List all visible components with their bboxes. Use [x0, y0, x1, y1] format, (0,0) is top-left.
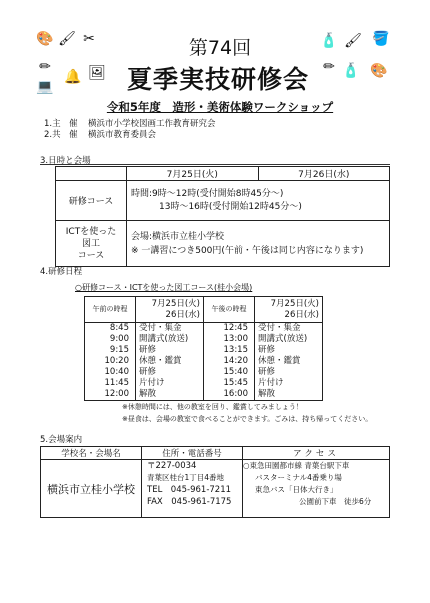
section-heading: 5.会場案内	[40, 435, 83, 445]
venue-header: アクセス	[243, 447, 390, 460]
am-time: 10:40	[104, 367, 129, 377]
am-time: 12:00	[104, 389, 129, 399]
venue-access-line: 公園前下車 徒歩6分	[299, 497, 372, 506]
program-subheading: ○研修コース・ICTを使った図工コース(桂小会場)	[75, 283, 253, 292]
am-time: 9:15	[109, 345, 129, 355]
section-heading: 3.日時と会場	[40, 156, 91, 166]
section-rule	[40, 164, 390, 165]
date-header: 7月25日(火)	[127, 167, 259, 181]
pm-time: 15:40	[223, 367, 248, 377]
paint-bucket-icon: 🪣	[372, 31, 390, 47]
paint-tube-icon: 🧴	[320, 33, 338, 49]
sponsor-list	[44, 119, 216, 141]
venue-address-line: 〒227-0034	[147, 461, 197, 471]
am-time: 8:45	[109, 323, 129, 333]
pencil-icon: ✏	[323, 59, 335, 75]
venue-address-line: 青葉区桂台1丁目4番地	[147, 473, 225, 482]
am-item: 研修	[139, 345, 157, 355]
pm-time: 12:45	[223, 323, 248, 333]
venue-address-line: TEL 045-961-7211	[147, 485, 232, 495]
scissors-icon: ✂	[83, 31, 95, 47]
venue-table	[40, 446, 390, 518]
pm-item: 開講式(放送)	[258, 334, 308, 344]
computer-icon: 💻	[36, 79, 54, 95]
pm-time: 13:00	[223, 334, 248, 344]
sponsor-row: 2.共 催 横浜市教育委員会	[44, 130, 157, 140]
am-item: 受付・集金	[139, 323, 182, 333]
pm-time: 13:15	[223, 345, 248, 355]
course-name: ICTを使った 図工 コース	[56, 221, 127, 267]
am-header: 午前の時程	[85, 297, 136, 323]
frame-icon: 🖼	[88, 65, 106, 81]
pm-item: 受付・集金	[258, 323, 301, 333]
pm-header: 午後の時程	[204, 297, 255, 323]
page-title: 夏季実技研修会	[126, 65, 309, 94]
venue-header: 住所・電話番号	[142, 447, 243, 460]
course-name: 研修コース	[56, 181, 127, 221]
pm-item: 休憩・鑑賞	[258, 356, 301, 366]
pm-time: 15:45	[223, 378, 248, 388]
pm-item: 片付け	[258, 378, 284, 388]
program-note: ※休憩時間には、他の教室を回り、鑑賞してみましょう！	[122, 403, 303, 411]
brush-set-icon: 🖌	[344, 33, 362, 49]
am-time: 9:00	[109, 334, 129, 344]
pm-item: 研修	[258, 345, 276, 355]
edition: 第74回	[188, 37, 252, 59]
section-heading: 4.研修日程	[40, 267, 83, 277]
am-item: 研修	[139, 367, 157, 377]
program-table: 午前の時程 7月25日(火) 26日(水) 午後の時程 7月25日(火) 26日(水) 8:45 9:00 9:15 10:20 10:40 11:45 12:00 受付・集金 開講式(放送) 研修 休憩・鑑賞 研修 片付け 解散 12:45 13:00 13:15 14:20 15:40 15:45 16:00 受付・集金 開講式(放送) 研修 休憩・鑑賞 研修 片付け 解散	[84, 296, 323, 401]
am-time: 11:45	[104, 378, 129, 388]
pencil-icon: ✏	[39, 59, 51, 75]
am-item: 解散	[139, 389, 157, 399]
am-item: 片付け	[139, 378, 165, 388]
sponsor-row: 1.主 催 横浜市小学校図画工作教育研究会	[44, 119, 216, 129]
pm-time: 14:20	[223, 356, 248, 366]
palette-icon: 🎨	[36, 31, 54, 47]
page-subtitle: 令和5年度 造形・美術体験ワークショップ	[106, 100, 334, 114]
pm-item: 研修	[258, 367, 276, 377]
am-time: 10:20	[104, 356, 129, 366]
venue-address-line: FAX 045-961-7175	[147, 497, 232, 507]
pm-time: 16:00	[223, 389, 248, 399]
paintbrush-icon: 🖌	[58, 31, 76, 47]
date-header: 7月26日(水)	[258, 167, 390, 181]
am-item: 休憩・鑑賞	[139, 356, 182, 366]
venue-header: 学校名・会場名	[41, 447, 142, 460]
paint-tube-icon: 🧴	[342, 63, 360, 79]
program-note: ※昼食は、会場の教室で食べることができます。ごみは、持ち帰ってください。	[122, 415, 373, 423]
pm-item: 解散	[258, 389, 276, 399]
venue-school: 横浜市立桂小学校	[41, 460, 142, 518]
am-item: 開講式(放送)	[139, 334, 189, 344]
venue-access-line: ○東急田園都市線 青葉台駅下車	[243, 461, 350, 470]
venue-access-line: バスターミナル4番乗り場	[255, 473, 342, 482]
schedule-table: 7月25日(火) 7月26日(水) 研修コース 時間:9時～12時(受付開始8時45分～) 13時～16時(受付開始12時45分～) ICTを使った 図工 コース 会場:横浜市立桂小学校 ※ 一講習につき500円(午前・午後は同じ内容になります)	[55, 166, 390, 267]
bell-icon: 🔔	[64, 69, 82, 85]
venue-access-line: 東急バス「日体大行き」	[255, 485, 338, 494]
palette-icon: 🎨	[370, 63, 388, 79]
